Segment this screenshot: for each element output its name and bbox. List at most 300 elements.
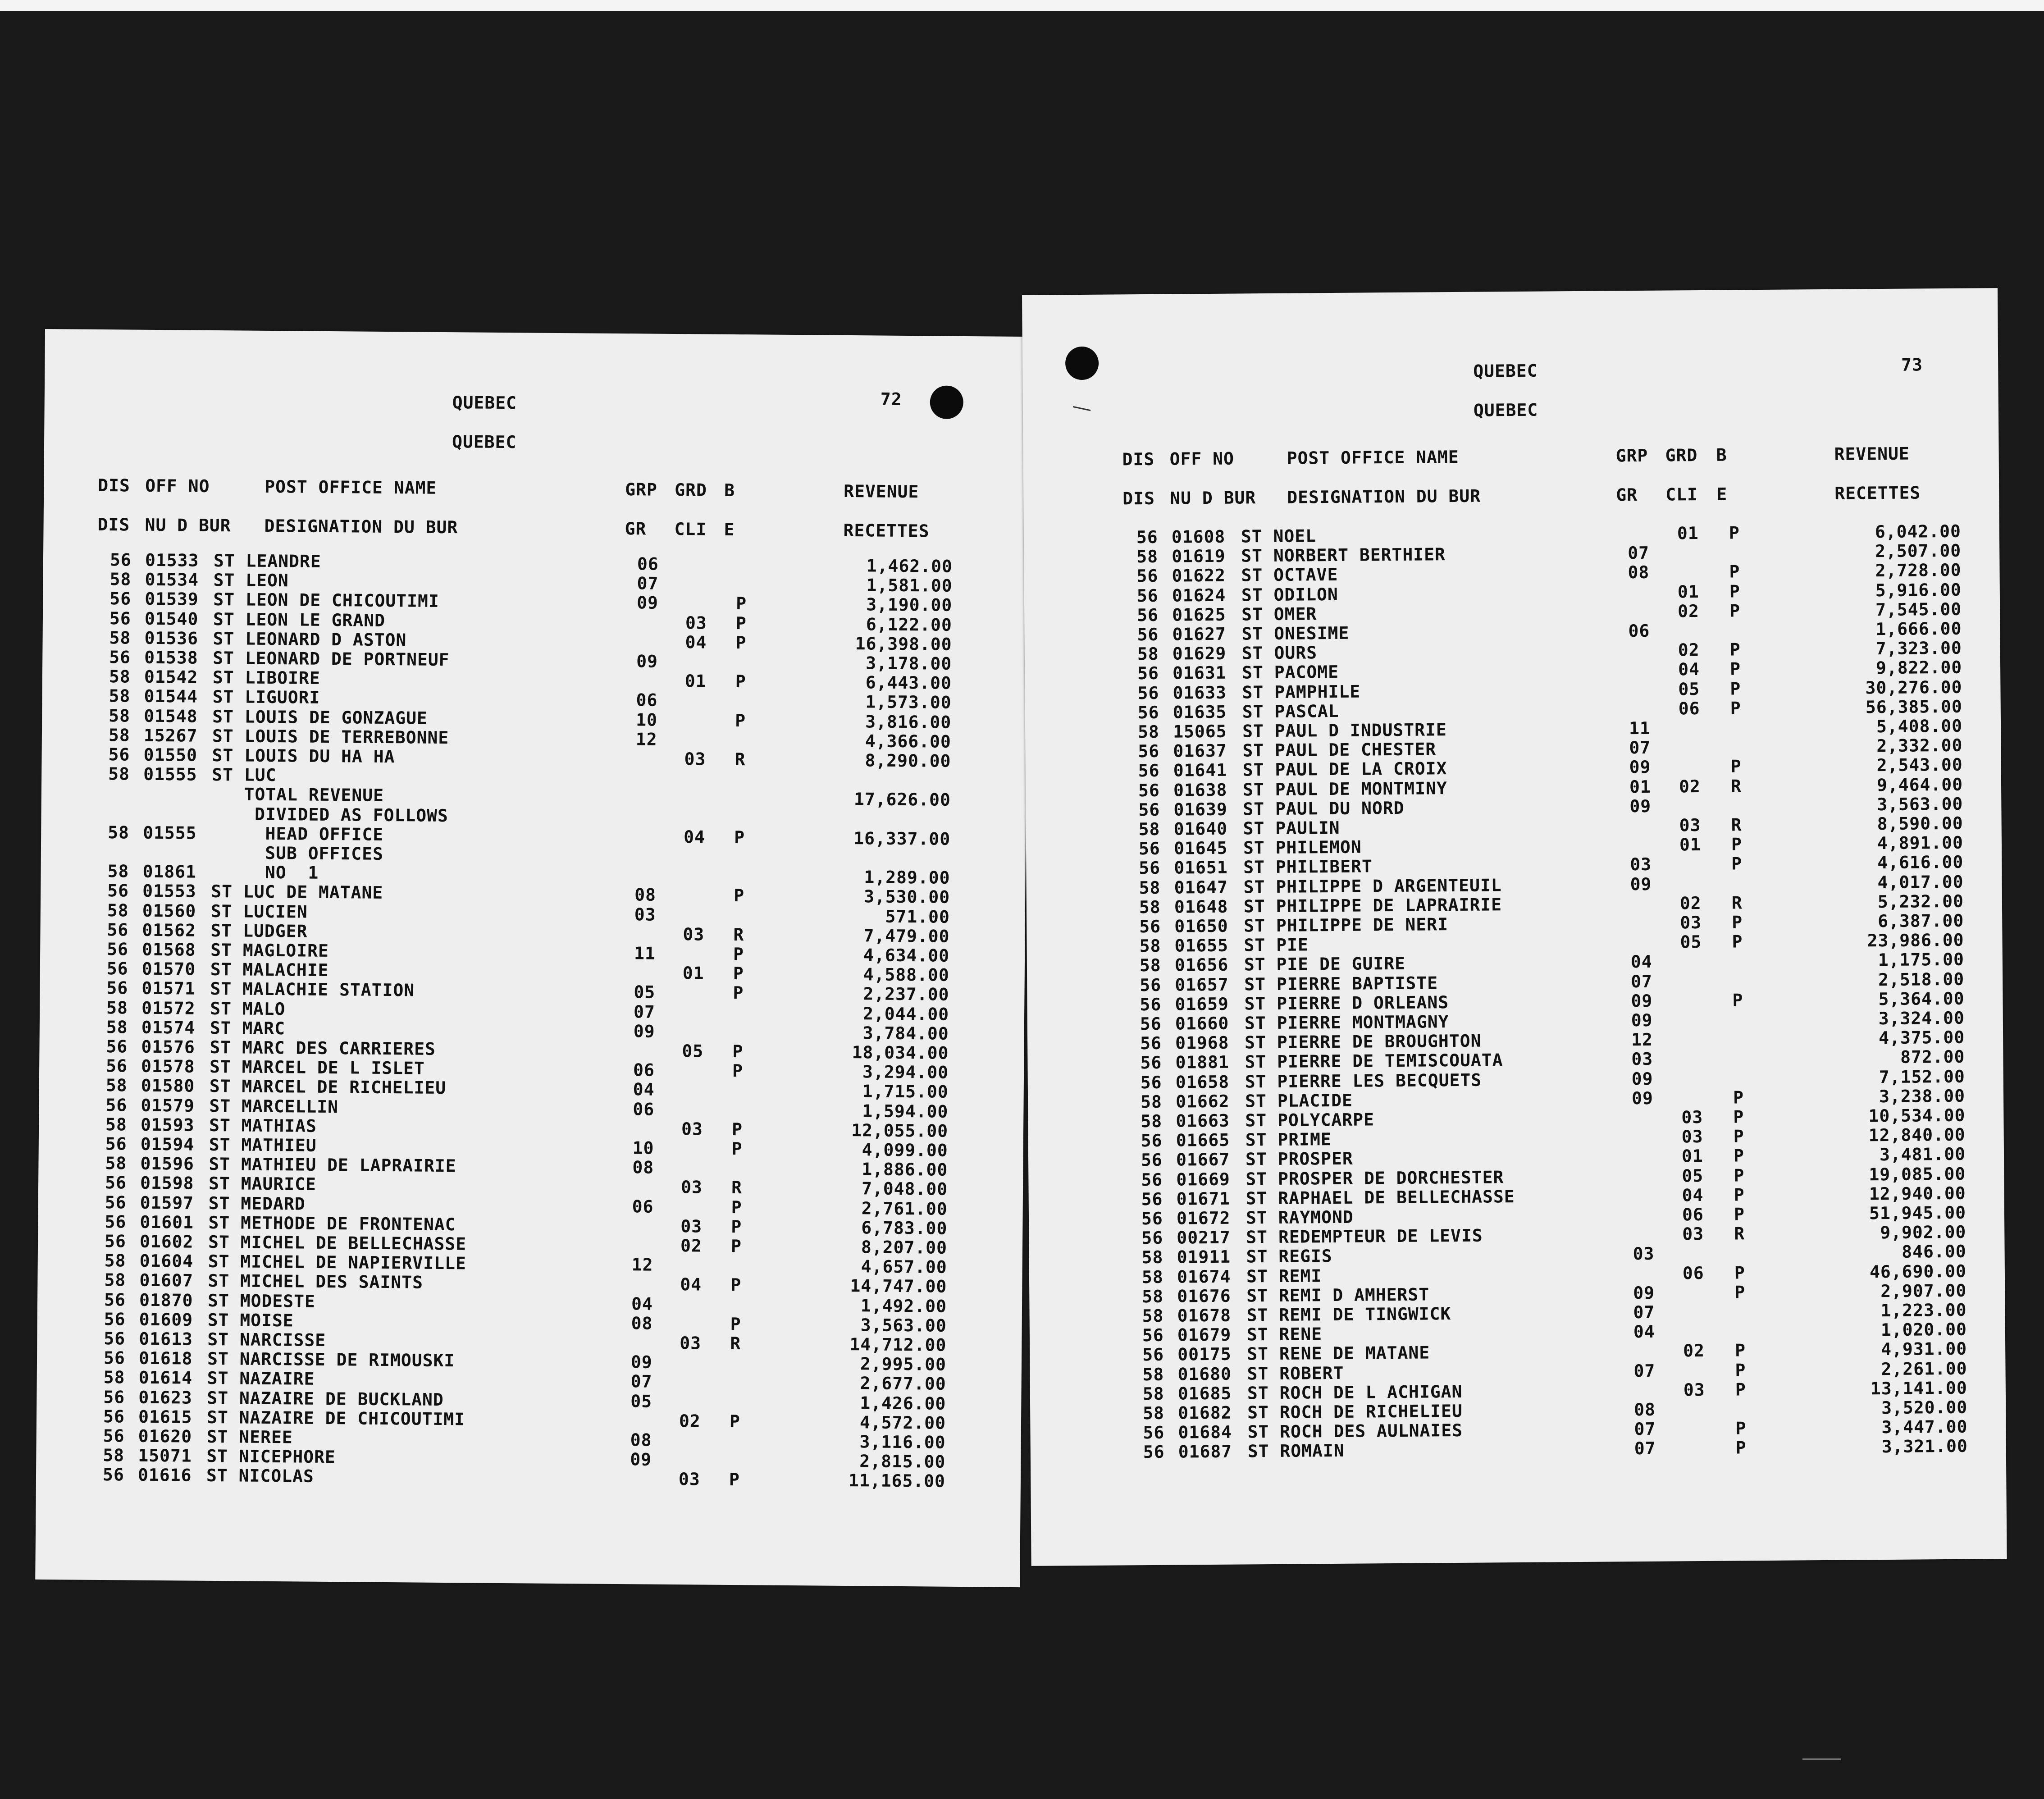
office-number-cell: 01870 (139, 1290, 193, 1310)
group-cell: 07 (1628, 543, 1650, 563)
revenue-cell: 5,364.00 (1878, 988, 1965, 1009)
dis-cell: 56 (1137, 663, 1159, 684)
group-cell: 04 (633, 1079, 655, 1100)
revenue-cell: 2,677.00 (860, 1373, 946, 1394)
revenue-cell: 3,530.00 (863, 886, 950, 908)
office-number-cell: 01665 (1176, 1130, 1230, 1151)
b-cell: P (1730, 756, 1742, 776)
grade-cell: 06 (1682, 1204, 1704, 1225)
dis-cell: 56 (1137, 683, 1159, 703)
revenue-cell: 3,238.00 (1879, 1086, 1966, 1106)
b-cell: P (1729, 581, 1740, 602)
group-cell: 09 (1631, 1010, 1653, 1031)
b-cell: P (736, 594, 747, 614)
group-cell: 12 (635, 729, 657, 749)
hdr-off-fr: NU D BUR (145, 515, 231, 536)
b-cell: P (729, 1470, 740, 1490)
office-number-cell: 01553 (142, 881, 196, 902)
post-office-name-cell: ST PAUL D INDUSTRIE (1242, 720, 1447, 741)
group-cell: 08 (634, 885, 657, 905)
group-cell: 06 (1628, 621, 1650, 641)
post-office-name-cell: ST PHILIPPE D ARGENTEUIL (1243, 875, 1502, 897)
dis-cell: 58 (108, 764, 130, 784)
office-number-cell: 01538 (144, 647, 198, 668)
post-office-name-cell: ST REMI DE TINGWICK (1246, 1304, 1451, 1325)
province-heading: QUEBEC (1473, 361, 1538, 381)
post-office-name-cell: ST NAZAIRE (207, 1368, 315, 1389)
b-cell: P (1735, 1418, 1747, 1438)
dis-cell: 56 (1136, 585, 1159, 606)
hdr-revenue: REVENUE (1834, 443, 1910, 464)
office-number-cell: 01638 (1173, 780, 1227, 800)
hdr-name-fr: DESIGNATION DU BUR (264, 516, 458, 538)
grade-cell: 01 (1677, 523, 1699, 543)
b-cell: P (1735, 1360, 1746, 1380)
revenue-cell: 1,581.00 (866, 575, 953, 596)
group-cell: 04 (1633, 1321, 1655, 1342)
dis-cell: 56 (103, 1406, 125, 1427)
post-office-name-cell: ST MICHEL DES SAINTS (208, 1271, 424, 1293)
office-number-cell: 01555 (143, 822, 197, 843)
group-cell: 09 (1629, 796, 1652, 816)
revenue-cell: 3,324.00 (1878, 1008, 1965, 1029)
post-office-name-cell: ST LIGUORI (212, 687, 320, 708)
dis-cell: 58 (1137, 644, 1159, 664)
revenue-cell: 16,337.00 (853, 828, 951, 849)
dis-cell: 58 (1136, 546, 1159, 567)
revenue-cell: 18,034.00 (852, 1042, 949, 1063)
office-number-cell: 01687 (1178, 1442, 1232, 1462)
office-number-cell: 01618 (138, 1348, 193, 1369)
b-cell: R (731, 1178, 743, 1198)
dis-cell: 56 (1141, 1228, 1163, 1248)
dis-cell: 58 (107, 900, 129, 921)
hdr-grd: GRD (1665, 445, 1698, 466)
b-cell: P (730, 1275, 742, 1295)
post-office-name-cell: ST METHODE DE FRONTENAC (208, 1212, 456, 1235)
dis-cell: 56 (1139, 916, 1161, 937)
hdr-b-fr: E (1716, 484, 1728, 504)
grade-cell: 03 (1680, 912, 1702, 933)
post-office-name-cell: ST OCTAVE (1241, 565, 1338, 585)
revenue-cell: 9,464.00 (1876, 774, 1963, 795)
office-number-cell: 01640 (1173, 818, 1228, 839)
dis-cell: 56 (103, 1348, 126, 1368)
revenue-cell: 3,116.00 (859, 1432, 946, 1452)
revenue-cell: 11,165.00 (848, 1470, 946, 1492)
revenue-cell: 1,289.00 (864, 867, 950, 888)
hdr-grp-fr: GR (625, 519, 647, 539)
revenue-cell: 6,783.00 (861, 1218, 948, 1238)
revenue-cell: 12,055.00 (851, 1120, 949, 1141)
group-cell: 05 (630, 1391, 652, 1411)
office-number-cell: 01593 (140, 1114, 195, 1135)
office-number-cell: 01671 (1176, 1188, 1231, 1209)
b-cell: P (733, 983, 744, 1003)
revenue-cell: 2,995.00 (860, 1354, 947, 1374)
post-office-name-cell: ST MODESTE (207, 1290, 316, 1311)
b-cell: P (1731, 834, 1743, 854)
revenue-cell: 2,543.00 (1876, 755, 1963, 776)
dis-cell: 56 (1142, 1345, 1164, 1365)
post-office-name-cell: ST NICOLAS (206, 1466, 314, 1487)
dis-cell: 56 (108, 744, 130, 765)
dis-cell: 56 (105, 1192, 127, 1213)
revenue-cell: 6,443.00 (865, 672, 952, 694)
revenue-cell: 3,816.00 (865, 711, 952, 732)
office-number-cell: 01544 (144, 686, 198, 707)
post-office-name-cell: ST MAURICE (208, 1173, 317, 1195)
dis-cell: 56 (1140, 1033, 1162, 1054)
revenue-cell: 1,715.00 (862, 1081, 949, 1102)
dis-cell: 56 (106, 1036, 128, 1057)
b-cell: R (730, 1333, 741, 1354)
dis-cell: 56 (103, 1426, 125, 1446)
b-cell: P (1735, 1379, 1746, 1400)
revenue-cell: 2,237.00 (863, 984, 949, 1005)
post-office-name-cell: ST RAYMOND (1246, 1207, 1354, 1228)
post-office-name-cell: ST PIERRE BAPTISTE (1244, 973, 1438, 995)
office-number-cell: 01555 (143, 764, 197, 785)
dis-cell: 58 (106, 1017, 128, 1037)
post-office-name-cell: ST ROCH DE RICHELIEU (1247, 1401, 1463, 1423)
office-number-cell: 01635 (1173, 702, 1227, 722)
dis-cell: 58 (1139, 877, 1161, 898)
column-header-fr (97, 515, 954, 541)
dis-cell: 56 (107, 919, 129, 940)
dis-cell: 58 (1138, 819, 1160, 840)
revenue-cell: 6,042.00 (1875, 521, 1962, 542)
office-number-cell: 01572 (141, 998, 196, 1018)
b-cell: P (733, 886, 745, 906)
b-cell: P (729, 1411, 741, 1431)
revenue-cell: 17,626.00 (853, 789, 951, 810)
column-header-fr (1122, 483, 1970, 509)
office-number-cell: 01622 (1172, 566, 1226, 586)
post-office-name-cell: ST MARC (210, 1018, 286, 1039)
post-office-name-cell: ST PAULIN (1243, 817, 1340, 839)
office-number-cell: 01627 (1172, 624, 1227, 644)
group-cell: 07 (1631, 971, 1653, 991)
post-office-name-cell: ST RENE DE MATANE (1247, 1342, 1430, 1364)
revenue-cell: 3,294.00 (862, 1062, 949, 1082)
grade-cell: 02 (680, 1236, 703, 1256)
dis-cell: 58 (1139, 897, 1161, 917)
grade-cell: 03 (680, 1177, 703, 1197)
revenue-cell: 5,408.00 (1876, 716, 1963, 737)
grade-cell: 04 (1678, 659, 1700, 680)
office-number-cell: 01608 (1171, 526, 1226, 547)
dis-cell: 58 (1142, 1364, 1164, 1384)
revenue-cell: 2,815.00 (859, 1451, 946, 1472)
revenue-cell: 7,152.00 (1879, 1066, 1965, 1087)
post-office-name-cell: ST PRIME (1245, 1129, 1332, 1150)
grade-cell: 01 (1681, 1146, 1703, 1166)
dis-cell: 56 (1140, 1053, 1162, 1073)
b-cell: P (1734, 1204, 1745, 1224)
office-number-cell: 01613 (139, 1329, 193, 1349)
column-header-en (1122, 444, 1970, 470)
post-office-name-cell: ST PHILIPPE DE LAPRAIRIE (1243, 895, 1502, 917)
dis-cell: 56 (1136, 566, 1159, 586)
office-number-cell: 01881 (1175, 1052, 1230, 1073)
post-office-name-cell: ST MALACHIE (210, 959, 329, 981)
dis-cell: 58 (104, 1270, 126, 1290)
dis-cell: 56 (1140, 975, 1162, 995)
post-office-name-cell: ST PHILIBERT (1243, 856, 1373, 877)
revenue-cell: 4,657.00 (861, 1256, 947, 1277)
revenue-cell: 2,728.00 (1875, 560, 1962, 581)
revenue-cell: 9,902.00 (1880, 1222, 1966, 1243)
office-number-cell: 01615 (138, 1406, 192, 1427)
grade-cell: 01 (684, 671, 707, 691)
revenue-cell: 1,175.00 (1878, 950, 1965, 970)
group-cell: 09 (633, 1021, 655, 1041)
post-office-name-cell: ST NICEPHORE (206, 1446, 336, 1467)
post-office-name-cell: ST MATHIEU DE LAPRAIRIE (209, 1154, 456, 1176)
b-cell: P (1733, 1107, 1744, 1127)
revenue-cell: 3,321.00 (1881, 1436, 1968, 1457)
b-cell: P (1733, 1126, 1744, 1146)
office-number-cell: 01594 (140, 1134, 195, 1155)
office-number-cell: 01597 (140, 1192, 194, 1213)
office-number-cell: 01533 (145, 550, 199, 571)
hdr-off: OFF NO (145, 475, 210, 496)
office-number-cell: 01968 (1175, 1032, 1229, 1053)
post-office-name-cell: ST LEON LE GRAND (213, 609, 386, 630)
office-number-cell: 01542 (144, 667, 198, 687)
office-number-cell: 01604 (139, 1251, 194, 1271)
post-office-name-cell: ST PROSPER (1245, 1149, 1354, 1169)
hdr-revenue: REVENUE (844, 481, 919, 502)
revenue-cell: 571.00 (885, 906, 950, 927)
b-cell: P (731, 1139, 743, 1159)
revenue-cell: 56,385.00 (1865, 696, 1962, 717)
group-cell: 06 (637, 554, 659, 574)
revenue-cell: 7,479.00 (863, 926, 950, 946)
grade-cell: 04 (684, 826, 706, 847)
b-cell: P (732, 1061, 744, 1081)
revenue-cell: 3,481.00 (1879, 1144, 1966, 1165)
b-cell: P (1735, 1438, 1747, 1458)
post-office-name-cell: TOTAL REVENUE (211, 784, 384, 806)
b-cell: P (730, 1314, 741, 1334)
revenue-cell: 2,761.00 (861, 1198, 948, 1219)
dis-cell: 56 (1143, 1422, 1165, 1443)
group-cell: 09 (636, 651, 658, 671)
grade-cell: 03 (683, 924, 705, 945)
post-office-name-cell: ST LEONARD D ASTON (213, 628, 407, 650)
revenue-cell: 4,572.00 (859, 1412, 946, 1433)
group-cell: 06 (632, 1196, 654, 1217)
hdr-off: OFF NO (1169, 448, 1235, 469)
film-frame-edge (0, 0, 2044, 11)
revenue-cell: 3,190.00 (866, 594, 953, 616)
grade-cell: 03 (680, 1333, 702, 1353)
revenue-cell: 8,590.00 (1877, 813, 1963, 834)
dis-cell: 58 (109, 686, 131, 706)
post-office-name-cell: ST ROBERT (1247, 1363, 1344, 1383)
dis-cell: 56 (105, 1211, 127, 1232)
post-office-name-cell: HEAD OFFICE (211, 823, 384, 845)
province-subheading: QUEBEC (1473, 400, 1538, 420)
revenue-cell: 4,891.00 (1877, 832, 1964, 854)
group-cell: 08 (632, 1157, 654, 1178)
punch-hole (930, 385, 963, 419)
post-office-name-cell: ST MARCEL DE RICHELIEU (209, 1076, 447, 1098)
office-number-cell: 01685 (1177, 1383, 1232, 1404)
revenue-cell: 8,290.00 (865, 750, 951, 771)
office-number-cell: 01607 (139, 1270, 193, 1291)
group-cell: 08 (1634, 1399, 1656, 1420)
b-cell: P (1734, 1282, 1746, 1302)
office-number-cell: 00217 (1177, 1227, 1231, 1248)
ledger-page-left (35, 329, 1030, 1587)
group-cell: 09 (637, 593, 659, 613)
post-office-name-cell: ST PIERRE LES BECQUETS (1245, 1070, 1482, 1092)
b-cell: R (1731, 893, 1743, 913)
revenue-cell: 12,840.00 (1868, 1124, 1966, 1146)
grade-cell: 01 (1679, 835, 1701, 855)
group-cell: 09 (630, 1352, 652, 1372)
group-cell: 03 (1631, 1049, 1653, 1069)
dis-cell: 58 (109, 705, 131, 726)
office-number-cell: 01658 (1175, 1072, 1230, 1092)
office-number-cell: 01641 (1173, 760, 1227, 781)
revenue-cell: 1,020.00 (1880, 1319, 1967, 1340)
post-office-name-cell: ST NAZAIRE DE BUCKLAND (207, 1388, 444, 1410)
office-number-cell: 01601 (140, 1212, 194, 1233)
page-number: 73 (1901, 355, 1923, 375)
post-office-name-cell: ST PIE DE GUIRE (1244, 954, 1406, 975)
post-office-name-cell: ST PLACIDE (1245, 1090, 1353, 1111)
revenue-cell: 51,945.00 (1869, 1202, 1966, 1224)
group-cell: 04 (1630, 952, 1652, 972)
group-cell: 07 (637, 573, 659, 594)
b-cell: P (735, 710, 746, 731)
hdr-b: B (1716, 445, 1727, 465)
office-number-cell: 01576 (141, 1036, 196, 1057)
revenue-cell: 7,048.00 (861, 1178, 948, 1200)
revenue-cell: 3,784.00 (862, 1023, 949, 1044)
post-office-name-cell: ST PHILIPPE DE NERI (1244, 914, 1449, 936)
office-number-cell: 01680 (1177, 1364, 1232, 1384)
grade-cell: 03 (1683, 1379, 1705, 1400)
office-number-cell: 01633 (1173, 682, 1227, 703)
office-number-cell: 15267 (143, 725, 198, 746)
revenue-cell: 4,366.00 (865, 731, 952, 752)
hdr-grp-fr: GR (1616, 484, 1638, 505)
grade-cell: 03 (680, 1216, 703, 1237)
revenue-cell: 16,398.00 (855, 633, 952, 654)
office-number-cell: 01579 (141, 1095, 195, 1116)
group-cell: 08 (1628, 562, 1650, 583)
post-office-name-cell: ST PIERRE D ORLEANS (1244, 992, 1449, 1014)
dis-cell: 58 (1142, 1286, 1164, 1306)
grade-cell: 02 (1679, 893, 1702, 913)
post-office-name-cell: SUB OFFICES (211, 842, 384, 864)
post-office-name-cell: ST MARCELLIN (209, 1096, 339, 1117)
b-cell: P (1729, 523, 1740, 543)
dis-cell: 56 (1138, 780, 1160, 800)
group-cell: 08 (630, 1430, 652, 1450)
post-office-name-cell: ST NEREE (206, 1426, 293, 1447)
b-cell: P (731, 1119, 743, 1140)
hdr-dis-fr: DIS (97, 514, 130, 535)
revenue-cell: 1,462.00 (866, 556, 953, 576)
revenue-cell: 7,323.00 (1875, 638, 1962, 659)
revenue-cell: 1,223.00 (1880, 1300, 1967, 1321)
b-cell: P (1731, 854, 1743, 874)
dis-cell: 58 (109, 627, 131, 648)
hdr-name-fr: DESIGNATION DU BUR (1287, 486, 1481, 507)
grade-cell: 04 (685, 632, 707, 653)
b-cell: R (1730, 776, 1742, 796)
dis-cell: 58 (1142, 1383, 1164, 1404)
grade-cell: 02 (1678, 640, 1700, 660)
revenue-cell: 12,940.00 (1869, 1183, 1966, 1204)
office-number-cell: 01657 (1175, 974, 1229, 995)
office-number-cell: 01616 (137, 1465, 192, 1486)
b-cell: P (1733, 1146, 1745, 1166)
post-office-name-cell: ST POLYCARPE (1245, 1110, 1375, 1131)
office-number-cell: 01578 (141, 1056, 195, 1077)
dis-cell: 58 (1141, 1111, 1163, 1132)
office-number-cell: 01550 (143, 744, 198, 765)
dis-cell: 56 (1140, 994, 1162, 1014)
office-number-cell: 01651 (1174, 858, 1228, 878)
office-number-cell: 01684 (1178, 1422, 1232, 1443)
film-scratch (1802, 1758, 1841, 1760)
office-number-cell: 00175 (1177, 1344, 1232, 1365)
post-office-name-cell: ST NOEL (1241, 526, 1317, 547)
revenue-cell: 3,563.00 (1877, 794, 1963, 814)
office-number-cell: 15071 (138, 1445, 192, 1466)
dis-cell: 56 (1141, 1189, 1163, 1209)
dis-cell: 56 (104, 1231, 127, 1251)
post-office-name-cell: ST REDEMPTEUR DE LEVIS (1246, 1225, 1483, 1247)
post-office-name-cell: ST LUCIEN (210, 901, 308, 922)
post-office-name-cell: ST NAZAIRE DE CHICOUTIMI (206, 1407, 465, 1429)
dis-cell: 56 (109, 608, 131, 629)
post-office-name-cell: ST MATHIAS (209, 1115, 317, 1136)
dis-cell: 56 (103, 1387, 125, 1407)
office-number-cell: 01645 (1173, 838, 1228, 858)
grade-cell: 05 (1682, 1165, 1704, 1186)
dis-cell: 56 (102, 1465, 124, 1485)
hdr-grp: GRP (625, 479, 658, 500)
dis-cell: 56 (104, 1309, 126, 1329)
dis-cell: 58 (1142, 1306, 1164, 1326)
office-number-cell: 01656 (1174, 955, 1229, 975)
office-number-cell: 01560 (142, 900, 196, 921)
dis-cell: 56 (1136, 527, 1158, 548)
hdr-grd: GRD (675, 479, 707, 500)
dis-cell: 58 (1141, 1267, 1163, 1287)
dis-cell: 56 (106, 959, 128, 979)
group-cell: 09 (1629, 757, 1651, 777)
group-cell: 07 (1633, 1361, 1656, 1381)
revenue-cell: 4,931.00 (1881, 1339, 1967, 1360)
grade-cell: 03 (678, 1469, 700, 1489)
b-cell: P (735, 613, 747, 633)
revenue-cell: 10,534.00 (1868, 1105, 1966, 1126)
dis-cell: 58 (105, 1075, 128, 1096)
group-cell: 09 (630, 1449, 652, 1470)
b-cell: P (1729, 601, 1741, 621)
office-number-cell: 01571 (141, 978, 196, 999)
post-office-name-cell: ST PAUL DU NORD (1243, 798, 1405, 819)
